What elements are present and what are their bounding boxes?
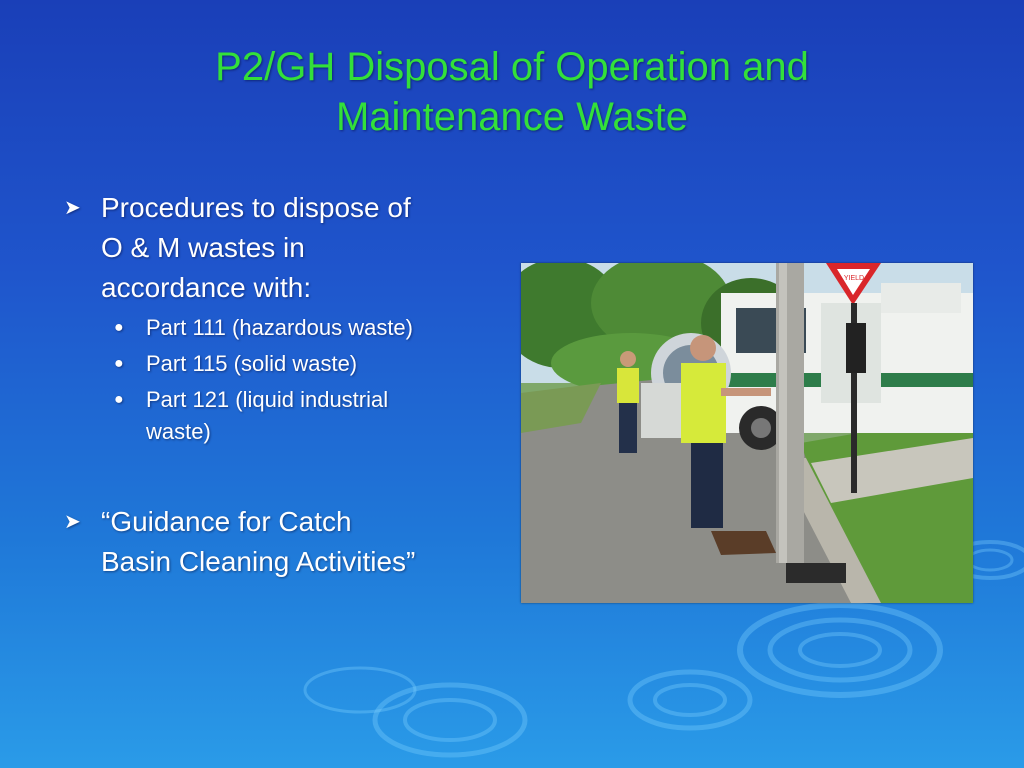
- dot-icon: ●: [114, 355, 124, 372]
- catch-basin-cleaning-photo: [521, 263, 973, 603]
- arrowhead-icon: ➤: [64, 197, 81, 219]
- arrowhead-icon: ➤: [64, 511, 81, 533]
- bullet-text-line: O & M wastes in: [101, 232, 305, 263]
- sub-bullet-text: waste): [146, 419, 211, 444]
- bullet-guidance: [60, 502, 500, 582]
- bullet-list: [60, 188, 500, 582]
- sub-bullet-text: Part 121 (liquid industrial: [146, 387, 389, 412]
- sub-bullet-text: Part 111 (hazardous waste): [146, 315, 413, 340]
- bullet-text-line: Basin Cleaning Activities”: [101, 546, 416, 577]
- sub-bullet-part-121: [60, 384, 500, 448]
- title-line-2: Maintenance Waste: [335, 95, 689, 139]
- bullet-procedures: [60, 188, 500, 308]
- bullet-text-line: “Guidance for Catch: [101, 506, 352, 537]
- slide-title: [120, 42, 904, 142]
- bullet-text-line: accordance with:: [101, 272, 312, 303]
- sub-bullet-part-111: [60, 312, 500, 344]
- sub-bullet-part-115: [60, 348, 500, 380]
- sub-bullet-text: Part 115 (solid waste): [146, 351, 358, 376]
- yield-sign-text: YIELD: [843, 275, 865, 282]
- bullet-text-line: Procedures to dispose of: [101, 192, 411, 223]
- title-line-1: P2/GH Disposal of Operation and: [215, 45, 809, 89]
- dot-icon: ●: [114, 319, 124, 336]
- dot-icon: ●: [114, 391, 124, 408]
